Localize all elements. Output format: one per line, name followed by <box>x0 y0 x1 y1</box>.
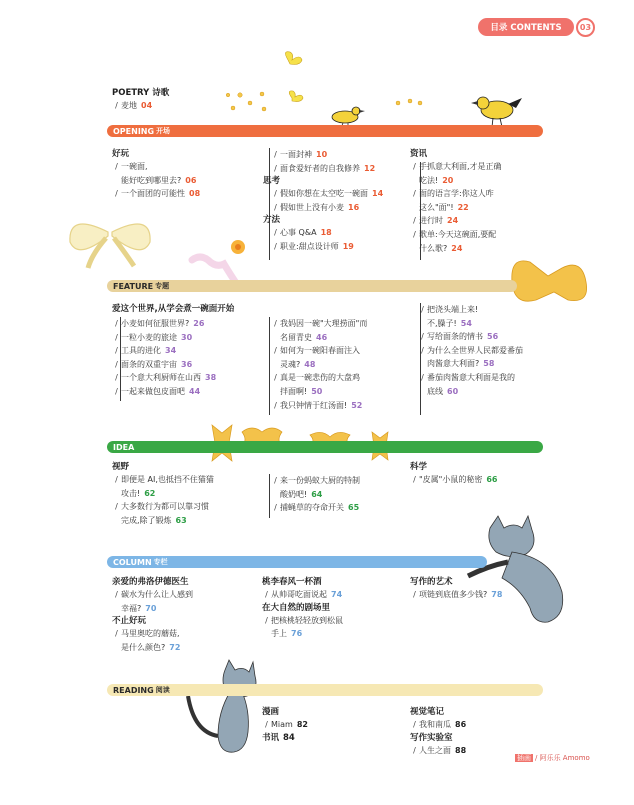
bar-zh: 专栏 <box>153 558 168 566</box>
heading-method: 方法 <box>263 215 281 226</box>
toc-entry-cont[interactable]: 灵魂? 48 <box>280 359 316 369</box>
divider <box>269 474 270 518</box>
flower-icon <box>231 240 245 254</box>
toc-entry-cont[interactable]: 肉酱意大利面? 58 <box>427 359 495 369</box>
toc-entry[interactable]: / 一面封神 10 <box>274 150 328 159</box>
toc-entry[interactable]: / 心事 Q&A 18 <box>274 228 332 238</box>
cat-icon <box>188 660 256 752</box>
poetry-section <box>112 87 169 113</box>
page-num: 04 <box>141 101 153 110</box>
toc-entry[interactable]: / 捕蝇草的夺命开关 65 <box>274 503 360 513</box>
pasta-bow-icon <box>512 261 587 301</box>
bird-icon <box>332 97 522 128</box>
toc-entry-cont[interactable]: 酸奶吧! 64 <box>280 489 323 499</box>
heading-science: 科学 <box>410 462 428 472</box>
toc-entry[interactable]: / 番茄肉酱意大利面是我的 <box>421 372 515 382</box>
toc-entry[interactable]: / 大多数行为都可以靠习惯 <box>115 502 209 512</box>
reading-col3 <box>410 706 466 757</box>
toc-entry[interactable]: / 碳水为什么让人感到 <box>115 590 193 599</box>
illustration-credit <box>515 753 590 763</box>
bar-en: COLUMN <box>113 557 152 567</box>
toc-entry[interactable]: / 假如世上没有小麦 16 <box>274 202 360 212</box>
feature-heading: 爱这个世界,从学会煮一碗面开始 <box>112 304 235 314</box>
heading-think: 思考 <box>263 176 281 187</box>
bar-en: FEATURE <box>113 281 154 291</box>
toc-entry-cont[interactable]: 幸福? 70 <box>121 603 157 613</box>
toc-entry-cont[interactable]: 底线 60 <box>427 386 459 396</box>
butterfly-icon <box>285 52 303 102</box>
opening-col3 <box>410 148 502 255</box>
heading-not-just-fun: 不止好玩 <box>112 616 147 627</box>
heading-peach-plum: 桃李春风一杯酒 <box>262 577 322 587</box>
toc-entry-cont[interactable]: 不,臊子! 54 <box>427 318 472 328</box>
toc-entry[interactable]: / 一个面团的可能性 08 <box>115 189 201 199</box>
toc-entry-cont[interactable]: 能好吃到哪里去? 06 <box>121 175 197 185</box>
toc-entry-cont[interactable]: 手上 76 <box>271 629 303 639</box>
section-bar-reading <box>107 684 543 696</box>
bow-icon <box>70 224 150 268</box>
bar-zh: 开场 <box>156 127 171 135</box>
toc-entry-cont[interactable]: 是什么颜色? 72 <box>121 642 181 652</box>
heading-freud: 亲爱的弗洛伊德医生 <box>112 577 189 587</box>
toc-entry[interactable]: / 职业:甜点设计师 19 <box>274 241 354 251</box>
divider <box>269 148 270 260</box>
toc-entry[interactable]: / 一起来做包皮面吧 44 <box>115 386 201 396</box>
opening-col1 <box>112 148 200 201</box>
divider <box>269 317 270 415</box>
section-bar-column <box>107 556 487 568</box>
toc-entry[interactable]: / 进行时 24 <box>413 216 459 226</box>
toc-entry[interactable]: / 项链到底值多少钱? 78 <box>413 590 503 599</box>
toc-entry[interactable]: / 我和南瓜 86 <box>413 720 467 729</box>
toc-entry[interactable]: / 手抓意大利面,才是正确 <box>413 162 502 171</box>
column-col3 <box>410 576 502 602</box>
toc-entry-cont[interactable]: 这么"面"! 22 <box>419 202 469 212</box>
toc-entry-cont[interactable]: 完成,除了锻炼 63 <box>121 515 187 525</box>
slash: / <box>115 101 118 110</box>
toc-entry[interactable]: / "皮属"小鼠的秘密 66 <box>413 475 498 484</box>
toc-entry[interactable]: / 如何为一碗阳春面注入 <box>274 346 360 356</box>
toc-entry[interactable]: / 面的语言学:你这人咋 <box>413 189 494 199</box>
toc-entry[interactable]: / 工具的进化 34 <box>115 346 177 356</box>
reading-col2 <box>262 706 308 744</box>
heading-comics: 漫画 <box>262 707 280 717</box>
toc-entry[interactable]: / 面条的双重宇宙 36 <box>115 359 193 369</box>
toc-entry[interactable]: / 一碗面, <box>115 162 148 171</box>
toc-entry[interactable]: / 假如你想在太空吃一碗面 14 <box>274 189 384 199</box>
feature-col2 <box>271 317 367 412</box>
heading-visual-notes: 视觉笔记 <box>410 707 445 717</box>
toc-entry[interactable]: / Miam 82 <box>265 720 308 729</box>
toc-entry[interactable]: / 把浇头端上来! <box>421 305 479 314</box>
flower-icon <box>226 92 422 111</box>
toc-entry[interactable]: / 即便是 AI,也抵挡不住猫猫 <box>115 475 214 484</box>
bar-en: OPENING <box>113 126 155 136</box>
toc-entry-cont[interactable]: 什么歌? 24 <box>419 243 463 253</box>
feature-col1 <box>112 317 216 399</box>
section-bar-opening <box>107 125 543 137</box>
toc-entry[interactable]: / 写给面条的情书 56 <box>421 332 499 342</box>
toc-entry-cont[interactable]: 攻击! 62 <box>121 488 156 498</box>
poetry-title: POETRY 诗歌 <box>112 88 170 98</box>
toc-entry[interactable]: / 一个意大利厨师在山西 38 <box>115 373 217 383</box>
entry-title: 麦地 <box>121 101 137 110</box>
toc-entry[interactable]: / 歌单:今天这碗面,要配 <box>413 229 497 239</box>
toc-entry[interactable]: / 一粒小麦的旅途 30 <box>115 332 193 342</box>
toc-entry[interactable]: / 小麦如何征服世界? 26 <box>115 319 205 328</box>
heading-writing-art: 写作的艺术 <box>410 577 453 587</box>
toc-entry[interactable]: / 从帅哥吃面说起 74 <box>265 590 343 599</box>
cat-icon <box>468 516 563 622</box>
feature-col3 <box>418 303 523 398</box>
idea-col3 <box>410 461 498 487</box>
bar-en: READING <box>113 685 154 695</box>
heading-nature-theater: 在大自然的剧场里 <box>262 602 331 613</box>
column-col2 <box>262 576 343 641</box>
toc-entry[interactable]: / 面食爱好者的自我修养 12 <box>274 163 376 173</box>
contents-pill: 目录 CONTENTS <box>478 18 574 36</box>
section-bar-feature <box>107 280 517 292</box>
toc-entry-cont[interactable]: 吃法! 20 <box>419 175 454 185</box>
toc-entry[interactable]: / 为什么全世界人民都爱番茄 <box>421 345 523 355</box>
page-number: 03 <box>576 18 595 37</box>
bar-en: IDEA <box>113 442 135 452</box>
toc-entry[interactable] <box>112 99 169 113</box>
heading-book-news[interactable]: 书讯 84 <box>262 732 295 743</box>
toc-entry[interactable]: / 马里奥吃的蘑菇, <box>115 629 180 639</box>
toc-entry-cont[interactable]: 名留青史 46 <box>280 332 328 342</box>
credit-tag: 插画 <box>517 754 531 762</box>
heading-vision: 视野 <box>112 462 130 472</box>
toc-entry[interactable]: / 真是一碗悲伤的大盘鸡 <box>274 373 360 383</box>
section-bar-idea <box>107 441 543 453</box>
credit-text: / 阿乐乐 Amomo <box>535 754 590 762</box>
bar-zh: 阅读 <box>155 686 170 694</box>
column-col1 <box>112 576 193 654</box>
toc-entry-cont[interactable]: 拌面啊! 50 <box>280 386 323 396</box>
idea-col1 <box>112 461 214 527</box>
opening-col2 <box>263 148 384 254</box>
bar-zh: 专题 <box>155 282 170 290</box>
heading-news: 资讯 <box>410 149 428 159</box>
toc-entry[interactable]: / 来一份蚂蚁大厨的特制 <box>274 476 360 485</box>
toc-entry[interactable]: / 把核桃轻轻放到松鼠 <box>265 615 343 625</box>
heading-fun: 好玩 <box>112 149 130 159</box>
toc-entry[interactable]: / 我妈因一碗"大理捞面"而 <box>274 319 368 328</box>
toc-entry[interactable]: / 我只钟情于红汤面! 52 <box>274 400 363 410</box>
heading-writing-lab: 写作实验室 <box>410 732 453 743</box>
idea-col2 <box>271 474 360 515</box>
toc-entry[interactable]: / 人生之面 88 <box>413 745 467 755</box>
